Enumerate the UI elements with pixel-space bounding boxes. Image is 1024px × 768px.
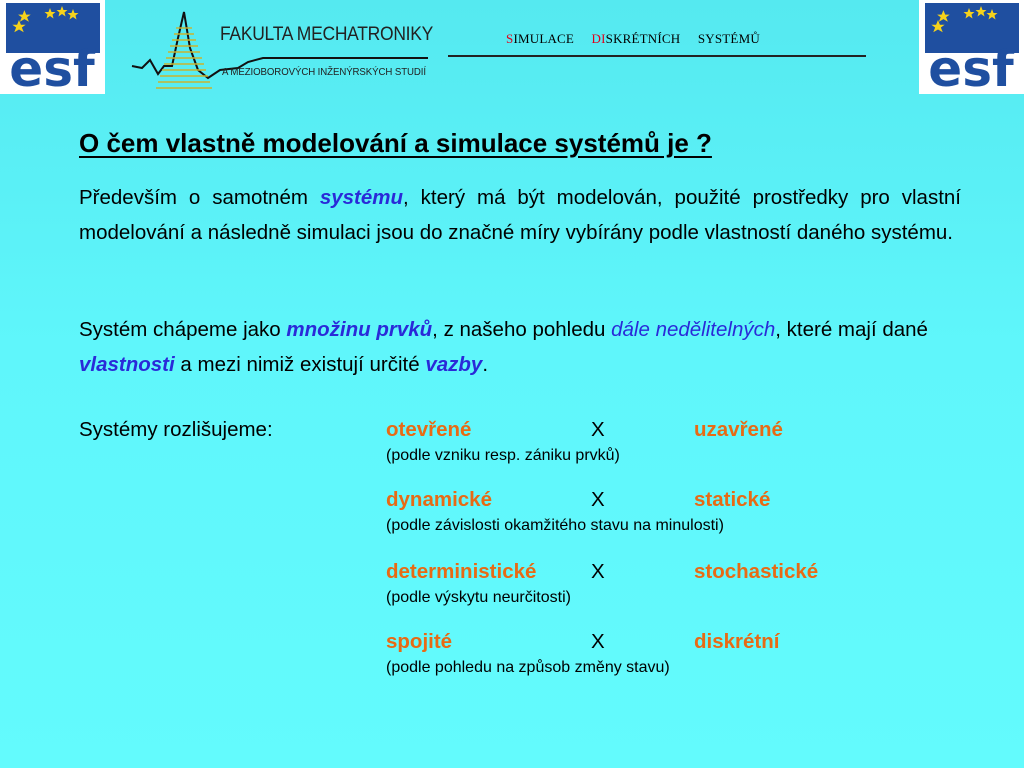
pair-left-term: spojité bbox=[386, 630, 453, 653]
pair-right-term: stochastické bbox=[694, 560, 819, 583]
faculty-subtitle: A MEZIOBOROVÝCH INŽENÝRSKÝCH STUDIÍ bbox=[222, 66, 426, 78]
pair-right-term: diskrétní bbox=[694, 630, 780, 653]
faculty-logo-graphic bbox=[128, 8, 438, 96]
pair-separator: X bbox=[591, 630, 605, 653]
pair-left-term: otevřené bbox=[386, 418, 472, 441]
slide-title: O čem vlastně modelování a simulace systémů je ? bbox=[79, 128, 712, 158]
classification-label: Systémy rozlišujeme: bbox=[79, 418, 273, 441]
faculty-name: FAKULTA MECHATRONIKY bbox=[220, 24, 434, 45]
pair-criterion: (podle pohledu na způsob změny stavu) bbox=[386, 659, 670, 676]
svg-text:esf: esf bbox=[928, 40, 1014, 94]
header-divider bbox=[448, 55, 866, 57]
pair-criterion: (podle závislosti okamžitého stavu na minulosti) bbox=[386, 517, 724, 534]
pair-criterion: (podle vzniku resp. zániku prvků) bbox=[386, 447, 620, 464]
paragraph-intro: Především o samotném systému, který má být modelován, použité prostředky pro vlastní modelování a následně simulaci jsou do značné míry vybírány podle vlastností daného systému. bbox=[79, 186, 961, 244]
pair-separator: X bbox=[591, 488, 605, 511]
pair-separator: X bbox=[591, 560, 605, 583]
course-title: SIMULACE DISKRÉTNÍCH SYSTÉMŮ bbox=[506, 31, 760, 46]
pair-left-term: deterministické bbox=[386, 560, 537, 583]
esf-logo-right bbox=[919, 0, 1024, 94]
paragraph-definition: Systém chápeme jako množinu prvků, z našeho pohledu dále nedělitelných, které mají dané vlastnosti a mezi nimiž existují určité vazby. bbox=[79, 318, 928, 376]
pair-left-term: dynamické bbox=[386, 488, 492, 511]
pair-right-term: uzavřené bbox=[694, 418, 783, 441]
pair-separator: X bbox=[591, 418, 605, 441]
system-pair-continuous-discrete bbox=[386, 630, 926, 690]
pair-criterion: (podle výskytu neurčitosti) bbox=[386, 589, 571, 606]
system-pair-open-closed bbox=[386, 418, 926, 478]
esf-logo-left bbox=[0, 0, 105, 94]
pair-right-term: statické bbox=[694, 488, 771, 511]
system-pair-dynamic-static bbox=[386, 488, 926, 548]
system-pair-deterministic-stochastic bbox=[386, 560, 926, 620]
svg-text:esf: esf bbox=[9, 40, 95, 94]
